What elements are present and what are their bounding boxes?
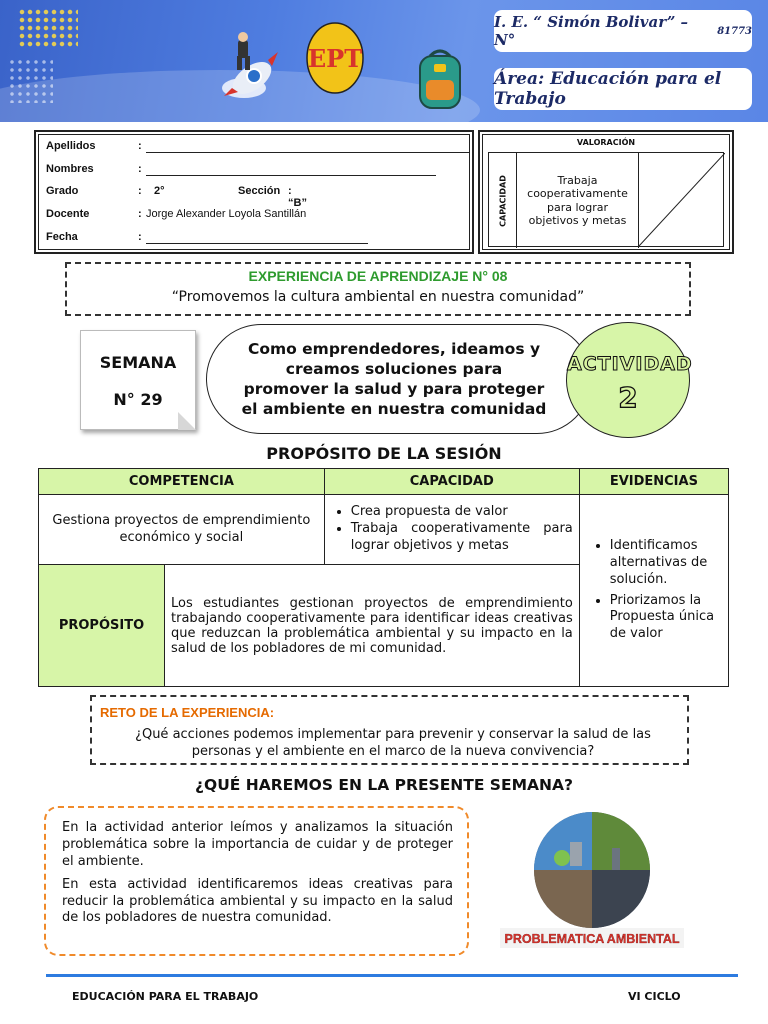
- actividad-number: 2: [618, 381, 638, 414]
- list-item: • Trabaja cooperativamente para lograr objetivos y metas: [351, 521, 573, 555]
- header-banner: [0, 0, 768, 122]
- capacidad-desc: Trabaja cooperativamente para lograr objetivos y metas: [517, 153, 639, 248]
- actividad-circle: [566, 322, 693, 438]
- grado-label: Grado: [46, 185, 79, 197]
- table-row: [39, 495, 729, 565]
- experiencia-box: [65, 262, 691, 316]
- nombres-field[interactable]: [146, 175, 436, 176]
- school-number: 81773: [717, 25, 752, 37]
- capacidad-label: CAPACIDAD: [498, 174, 507, 227]
- valoracion-title: VALORACIÓN: [576, 138, 636, 147]
- reto-text: ¿Qué acciones podemos implementar para prevenir y conservar la salud de las personas y el ambiente en el marco de la nueva convivencia?: [135, 727, 651, 759]
- evidencias-list: [584, 538, 720, 643]
- colon: :: [138, 163, 142, 175]
- docente-label: Docente: [46, 208, 90, 220]
- actividad-label: ACTIVIDAD: [567, 353, 693, 375]
- capacidad-cell: [489, 153, 517, 248]
- valoracion-grid: [488, 152, 724, 247]
- banner-dots: [18, 8, 78, 48]
- valoracion-box: [478, 130, 734, 254]
- footer-right: VI CICLO: [628, 990, 681, 1003]
- semana-note: [80, 330, 196, 430]
- fecha-label: Fecha: [46, 231, 78, 243]
- header-evidencias: EVIDENCIAS: [579, 469, 728, 495]
- apellidos-field[interactable]: [146, 152, 470, 153]
- haremos-paragraph-2: En esta actividad identificaremos ideas creativas para reducir la problemática ambiental y su impacto en la salud de los pobladores de nuestra comunidad.: [62, 876, 453, 926]
- school-name: I. E. “ Simón Bolivar” – N°: [494, 13, 689, 49]
- svg-text:EPT: EPT: [307, 44, 363, 73]
- problematica-ambiental-image: [492, 808, 692, 952]
- footer-left: EDUCACIÓN PARA EL TRABAJO: [72, 990, 259, 1003]
- valoracion-blank-cell[interactable]: [639, 153, 725, 248]
- rocket-icon: [214, 30, 284, 105]
- image-caption: PROBLEMATICA AMBIENTAL: [504, 932, 680, 946]
- proposito-section-title: PROPÓSITO DE LA SESIÓN: [266, 444, 502, 463]
- colon: :: [138, 231, 142, 243]
- proposito-text: Los estudiantes gestionan proyectos de emprendimiento trabajando cooperativamente para identificar ideas creativas que reduzcan la problemática ambiental y su impacto en la salud de los pobladores de mi comunidad.: [165, 565, 580, 687]
- banner-dots-white: [8, 58, 53, 103]
- list-item: • Priorizamos la Propuesta única de valor: [610, 593, 720, 644]
- reto-title: RETO DE LA EXPERIENCIA:: [100, 705, 275, 720]
- school-name-box: [494, 10, 752, 52]
- list-item: • Crea propuesta de valor: [351, 504, 573, 521]
- reto-box: [90, 695, 689, 765]
- capacidad-list: [325, 504, 573, 555]
- header-capacidad: CAPACIDAD: [324, 469, 579, 495]
- student-info-box: [34, 130, 474, 254]
- colon: :: [138, 140, 142, 152]
- list-item: • Identificamos alternativas de solución.: [610, 538, 720, 589]
- grado-value: 2°: [154, 185, 165, 197]
- area-title: Área: Educación para el Trabajo: [494, 69, 722, 109]
- proposito-table: [38, 468, 729, 687]
- evidencias-cell: [579, 495, 728, 687]
- semana-label: SEMANA: [99, 353, 177, 372]
- haremos-paragraph-1: En la actividad anterior leímos y analizamos la situación problemática sobre la importancia de cuidar y de proteger el ambiente.: [62, 820, 453, 869]
- proposito-label: PROPÓSITO: [39, 565, 165, 687]
- experiencia-subtitle: “Promovemos la cultura ambiental en nuestra comunidad”: [171, 289, 585, 305]
- competencia-cell: Gestiona proyectos de emprendimiento económico y social: [39, 495, 325, 565]
- area-box: [494, 68, 752, 110]
- activity-title-pill: Como emprendedores, ideamos y creamos soluciones para promover la salud y para proteger el ambiente en nuestra comunidad: [206, 324, 592, 434]
- colon: :: [138, 185, 142, 197]
- haremos-title: ¿QUÉ HAREMOS EN LA PRESENTE SEMANA?: [195, 776, 573, 794]
- haremos-box: [44, 806, 469, 956]
- semana-number: N° 29: [113, 390, 163, 409]
- fecha-field[interactable]: [146, 243, 368, 244]
- seccion-value: : “B”: [288, 185, 307, 209]
- apellidos-label: Apellidos: [46, 140, 96, 152]
- header-competencia: COMPETENCIA: [39, 469, 325, 495]
- docente-value: Jorge Alexander Loyola Santillán: [146, 208, 307, 220]
- page-fold: [178, 412, 196, 430]
- nombres-label: Nombres: [46, 163, 94, 175]
- footer-line: [46, 974, 738, 977]
- logo-ept: [306, 22, 364, 94]
- capacidad-cell: [324, 495, 579, 565]
- table-header-row: [39, 469, 729, 495]
- colon: :: [138, 208, 142, 220]
- seccion-label: Sección: [238, 185, 281, 197]
- backpack-icon: [412, 46, 468, 112]
- experiencia-title: EXPERIENCIA DE APRENDIZAJE N° 08: [248, 268, 508, 284]
